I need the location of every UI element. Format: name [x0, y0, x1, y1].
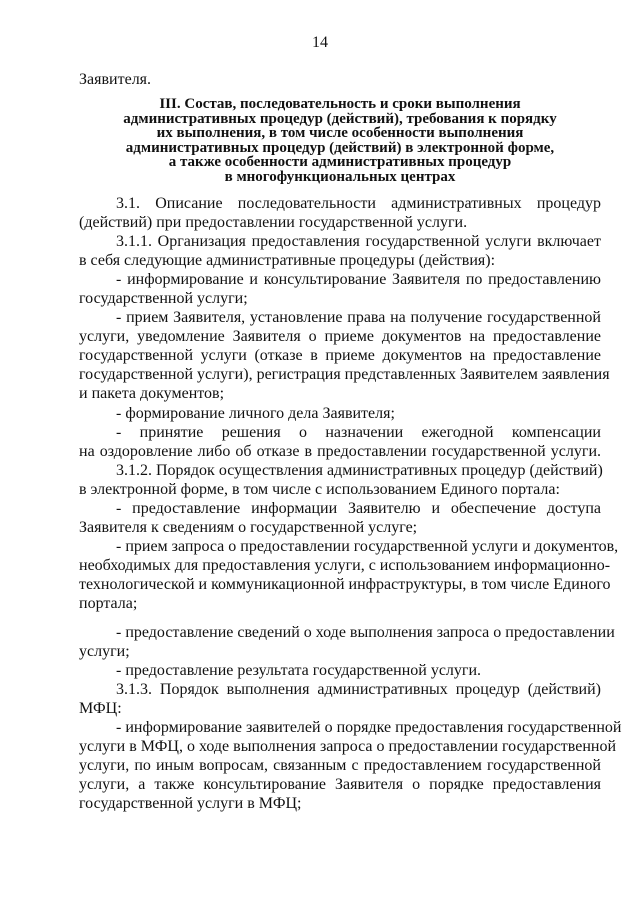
body-line: услуги, а также консультирование Заявителя о порядке предоставления [79, 776, 601, 793]
body-line: услуги, по иным вопросам, связанным с предоставлением государственной [79, 757, 601, 774]
body-line: государственной услуги (отказе в приеме документов на предоставление [79, 347, 601, 364]
body-line: услуги в МФЦ, о ходе выполнения запроса о предоставлении государственной [79, 738, 617, 755]
heading-line: административных процедур (действий) в электронной форме, [125, 139, 555, 156]
body-line: - информирование заявителей о порядке предоставления государственной [116, 719, 622, 736]
heading-line: III. Состав, последовательность и сроки выполнения [159, 96, 521, 112]
section-heading [79, 97, 601, 185]
body-line: (действий) при предоставлении государственной услуги. [79, 214, 468, 231]
body-line: технологической и коммуникационной инфраструктуры, в том числе Единого [79, 576, 611, 593]
body-line: - предоставление сведений о ходе выполнения запроса о предоставлении [116, 624, 615, 641]
body-line: портала; [79, 595, 138, 612]
body-line: - принятие решения о назначении ежегодной компенсации [116, 424, 601, 441]
body-line: и пакета документов; [79, 385, 225, 402]
body-line: необходимых для предоставления услуги, с использованием информационно- [79, 557, 611, 574]
heading-line: административных процедур (действий), требования к порядку [123, 110, 557, 127]
body-line: на оздоровление либо об отказе в предоставлении государственной услуги. [79, 443, 601, 460]
body-line: услуги; [79, 643, 130, 660]
body-line: - формирование личного дела Заявителя; [116, 405, 395, 422]
body-line: государственной услуги; [79, 290, 248, 307]
page-number: 14 [312, 34, 328, 51]
body-line: в электронной форме, в том числе с использованием Единого портала: [79, 481, 560, 498]
lead-word: Заявителя. [79, 71, 152, 88]
body-line: - предоставление результата государственной услуги. [116, 662, 482, 679]
heading-line: в многофункциональных центрах [224, 168, 456, 185]
heading-line: а также особенности административных процедур [168, 154, 512, 171]
body-line: - предоставление информации Заявителю и обеспечение доступа [116, 500, 601, 517]
body-line: - информирование и консультирование Заявителя по предоставлению [116, 271, 601, 288]
body-line: МФЦ: [79, 700, 122, 717]
body-line: - прием Заявителя, установление права на получение государственной [116, 309, 601, 326]
body-line: 3.1.1. Организация предоставления государственной услуги включает [116, 233, 601, 250]
body-line: государственной услуги), регистрация представленных Заявителем заявления [79, 366, 610, 383]
body-line: Заявителя к сведениям о государственной услуге; [79, 519, 418, 536]
body-line: 3.1.3. Порядок выполнения административных процедур (действий) [116, 681, 601, 698]
body-line: государственной услуги в МФЦ; [79, 795, 302, 812]
body-line: 3.1.2. Порядок осуществления административных процедур (действий) [116, 462, 603, 479]
heading-line: их выполнения, в том числе особенности выполнения [156, 125, 524, 142]
body-line: 3.1. Описание последовательности административных процедур [116, 195, 601, 212]
body-line: в себя следующие административные процедуры (действия): [79, 252, 496, 269]
body-line: - прием запроса о предоставлении государственной услуги и документов, [116, 538, 619, 555]
body-line: услуги, уведомление Заявителя о приеме документов на предоставление [79, 328, 601, 345]
